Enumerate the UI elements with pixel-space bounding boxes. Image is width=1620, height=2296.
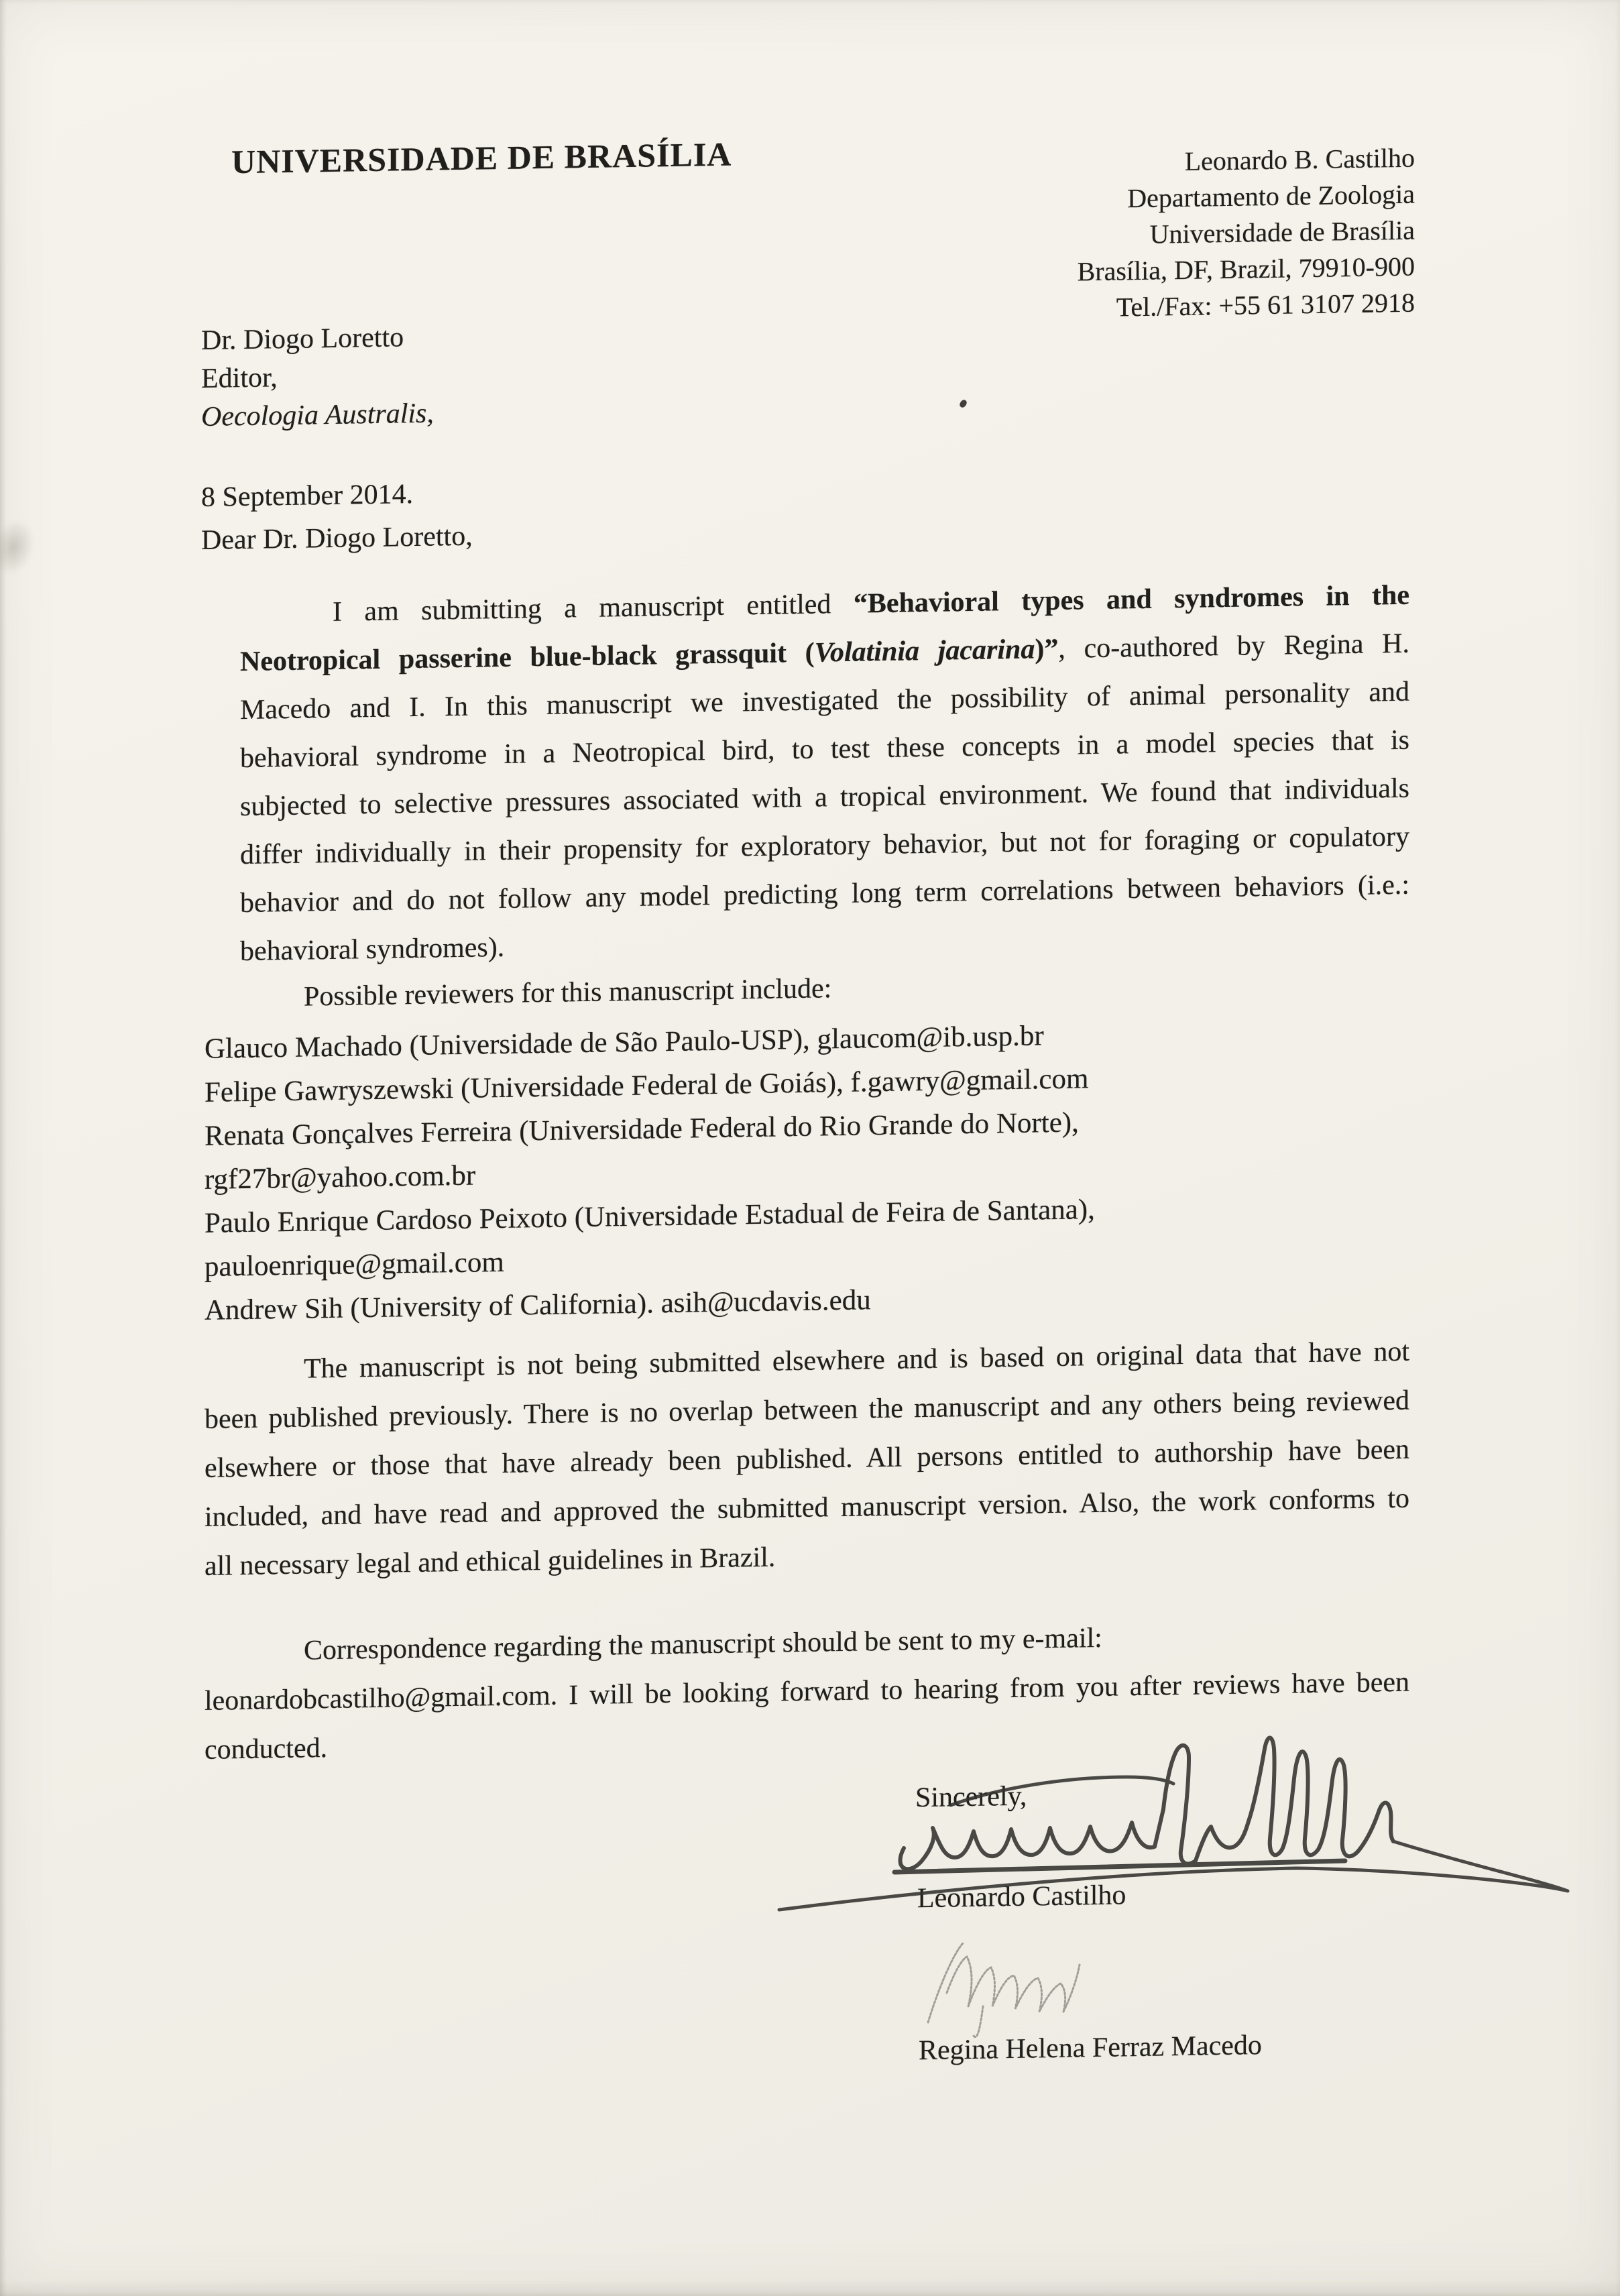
sender-address-line xyxy=(1078,213,1415,254)
text-run: subjected to selective pressures associated with a tropical environment. We found that individuals xyxy=(240,772,1409,823)
text-run: Felipe Gawryszewski (Universidade Federal de Goiás), f.gawry@gmail.com xyxy=(205,1063,1089,1108)
text-run: behavioral syndrome in a Neotropical bird, to test these concepts in a model species that is xyxy=(240,724,1409,774)
sender-address-line xyxy=(1078,249,1415,290)
text-run: Editor, xyxy=(201,362,278,394)
sender-address-line xyxy=(1078,176,1415,218)
text-run: behavior and do not follow any model predicting long term correlations between behaviors (i.e.: xyxy=(240,869,1409,919)
text-run: included, and have read and approved the submitted manuscript version. Also, the work conforms to xyxy=(205,1483,1409,1533)
text-run: Paulo Enrique Cardoso Peixoto (Universidade Estadual de Feira de Santana), xyxy=(205,1194,1095,1239)
text-run: Tel./Fax: +55 61 3107 2918 xyxy=(1116,287,1415,323)
recipient-line xyxy=(201,319,434,360)
text-run: been published previously. There is no overlap between the manuscript and any others being reviewed xyxy=(205,1385,1409,1435)
text-run: Volatinia jacarina xyxy=(814,634,1035,669)
text-run: Oecologia Australis, xyxy=(201,398,434,433)
letterhead-title: UNIVERSIDADE DE BRASÍLIA xyxy=(231,135,732,181)
coauthor-printed-name: Regina Helena Ferraz Macedo xyxy=(919,2030,1262,2067)
text-run: , co-authored by Regina H. xyxy=(1058,628,1409,665)
text-run: elsewhere or those that have already been published. All persons entitled to authorship have been xyxy=(205,1434,1409,1484)
text-run: Andrew Sih (University of California). asih@ucdavis.edu xyxy=(205,1284,871,1326)
text-run: The manuscript is not being submitted elsewhere and is based on original data that have not xyxy=(304,1336,1409,1385)
sender-address-line xyxy=(1078,140,1415,182)
text-run: Brasília, DF, Brazil, 79910-900 xyxy=(1077,251,1415,287)
text-run: Dr. Diogo Loretto xyxy=(201,322,404,356)
text-run: “Behavioral types and syndromes in the xyxy=(853,579,1409,620)
signatures-overlay xyxy=(375,1717,1620,2092)
date-text: 8 September 2014. xyxy=(201,479,414,513)
text-run: differ individually in their propensity for exploratory behavior, but not for foraging or copulatory xyxy=(240,821,1409,871)
recipient-block xyxy=(201,319,434,437)
closing-text: Sincerely, xyxy=(915,1780,1027,1814)
text-run: leonardobcastilho@gmail.com. I will be looking forward to hearing from you after reviews have been xyxy=(205,1666,1409,1717)
leonardo-handwritten-signature xyxy=(779,1738,1568,1910)
text-run: Renata Gonçalves Ferreira (Universidade Federal do Rio Grande do Norte), xyxy=(205,1106,1079,1152)
text-run: behavioral syndromes). xyxy=(240,931,505,968)
text-run: )” xyxy=(1035,633,1059,665)
text-run: Universidade de Brasília xyxy=(1149,215,1415,249)
regina-handwritten-signature xyxy=(928,1943,1080,2037)
recipient-line xyxy=(201,395,434,437)
sender-address-block xyxy=(1078,140,1415,327)
salutation-text: Dear Dr. Diogo Loretto, xyxy=(201,520,473,556)
text-run: all necessary legal and ethical guidelines in Brazil. xyxy=(205,1542,776,1582)
paragraph-originality xyxy=(205,1328,1409,1591)
text-run: Possible reviewers for this manuscript include: xyxy=(304,973,832,1013)
text-run: Departamento de Zoologia xyxy=(1127,178,1415,214)
signer-printed-name: Leonardo Castilho xyxy=(917,1880,1126,1914)
text-run: pauloenrique@gmail.com xyxy=(205,1246,504,1283)
text-run: Neotropical passerine blue-black grassquit ( xyxy=(240,637,815,678)
recipient-line xyxy=(201,357,434,398)
text-run: conducted. xyxy=(205,1733,328,1766)
text-run: Correspondence regarding the manuscript should be sent to my e-mail: xyxy=(304,1622,1102,1666)
text-run: rgf27br@yahoo.com.br xyxy=(205,1159,476,1196)
text-run: Leonardo B. Castilho xyxy=(1184,142,1415,176)
paragraph-submitting xyxy=(240,571,1409,976)
text-run: I am submitting a manuscript entitled xyxy=(333,588,854,628)
reviewers-list xyxy=(205,1013,1095,1332)
sender-address-line xyxy=(1078,285,1415,327)
text-run: Glauco Machado (Universidade de São Paulo-USP), glaucom@ib.usp.br xyxy=(205,1020,1044,1065)
text-run: Macedo and I. In this manuscript we investigated the possibility of animal personality and xyxy=(240,676,1409,726)
